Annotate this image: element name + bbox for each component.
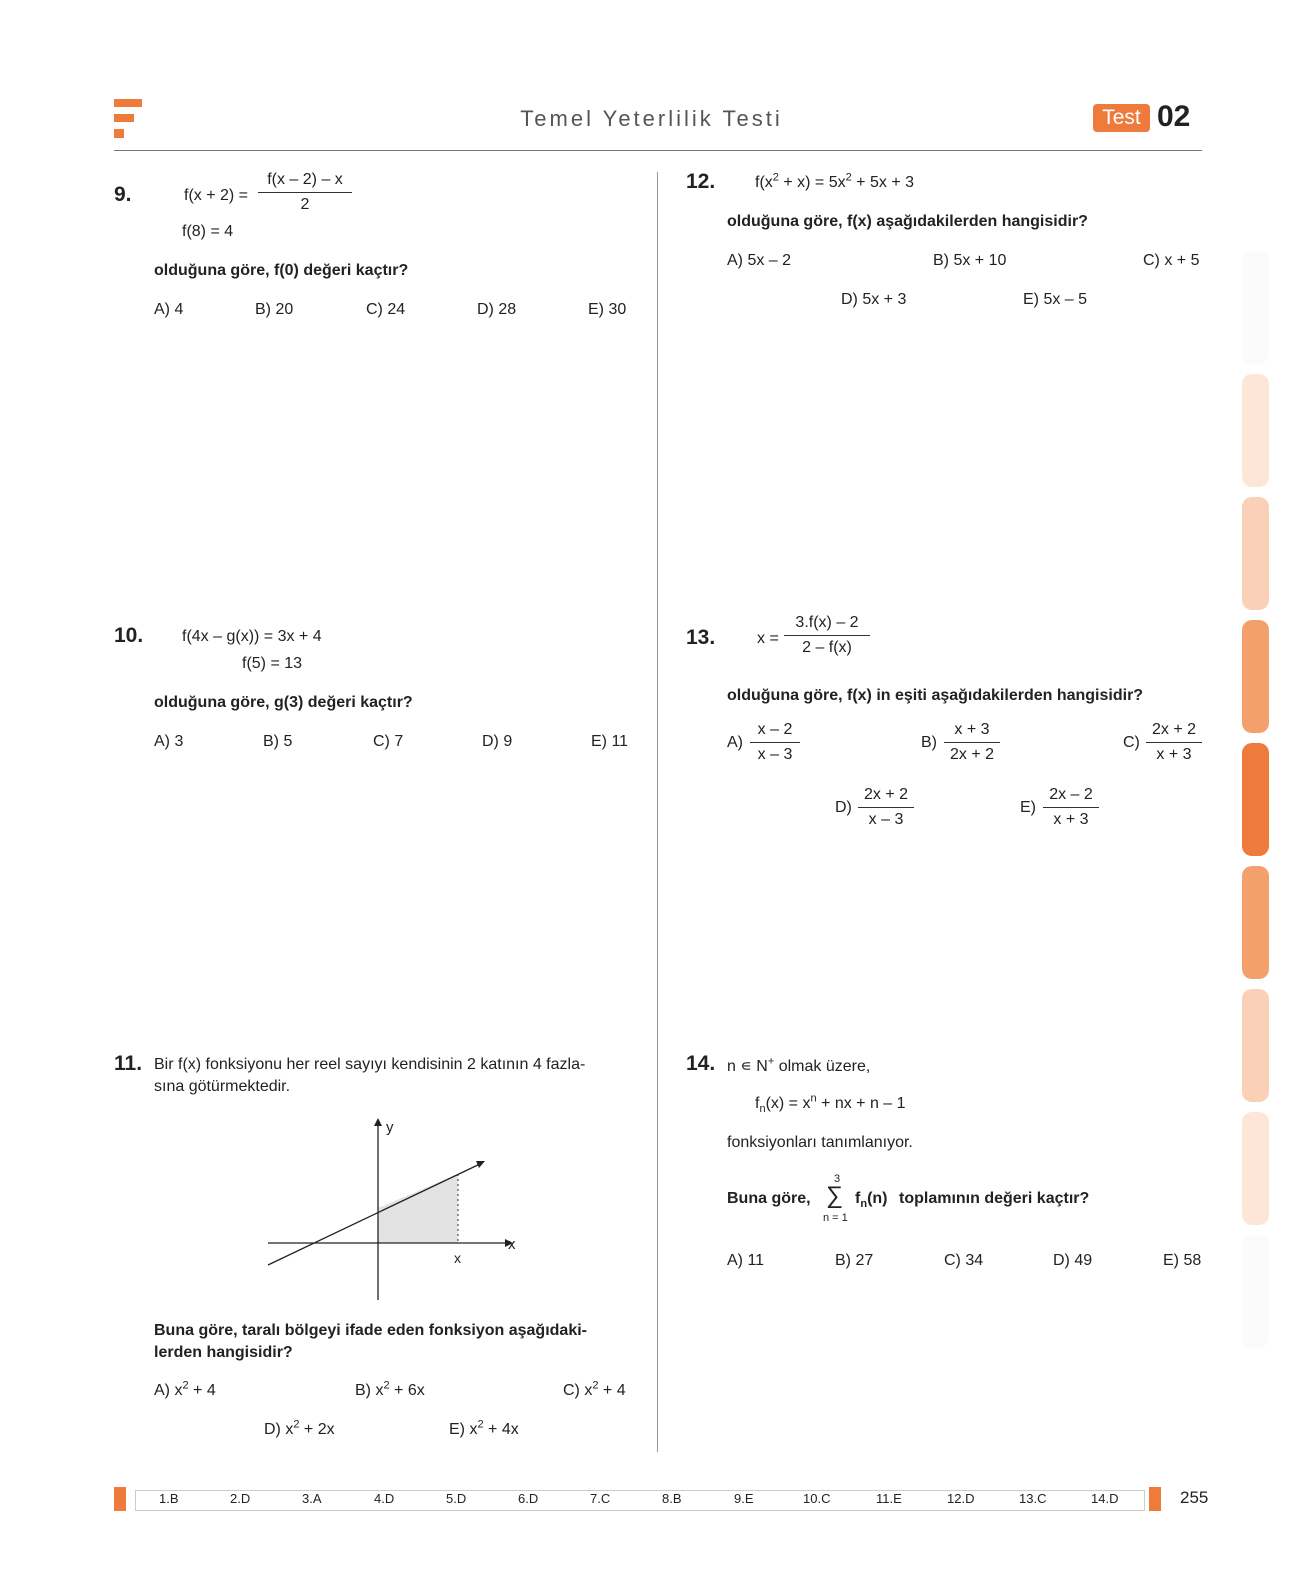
- equation-fraction: [258, 171, 352, 214]
- fraction-numerator: 2x + 2: [1146, 721, 1202, 743]
- fraction-numerator: 2x + 2: [858, 786, 914, 808]
- option-fraction: [858, 786, 914, 829]
- question-prompt: olduğuna göre, f(x) in eşiti aşağıdakilerden hangisidir?: [727, 687, 1144, 704]
- option-exponent: 2: [592, 1379, 599, 1392]
- x-point-label: x: [454, 1250, 461, 1266]
- option-fraction: [944, 721, 1000, 764]
- footer-marker-left: [114, 1487, 126, 1511]
- y-axis-arrow: [374, 1118, 382, 1126]
- question-prompt-line-2: lerden hangisidir?: [154, 1344, 293, 1361]
- sigma-icon: ∑: [826, 1182, 844, 1209]
- fraction-denominator: x + 3: [1053, 811, 1089, 828]
- side-tab-1[interactable]: [1242, 251, 1269, 364]
- fraction-denominator: 2: [300, 196, 310, 213]
- option-exponent: 2: [293, 1418, 300, 1431]
- function-part: + nx + n – 1: [816, 1095, 906, 1112]
- answer-key-item: 5.D: [446, 1491, 467, 1506]
- option-d[interactable]: [264, 1418, 335, 1439]
- option-exponent: 2: [182, 1379, 189, 1392]
- option-label: E): [449, 1421, 465, 1438]
- answer-key-item: 4.D: [374, 1491, 395, 1506]
- option-label: D): [264, 1421, 281, 1438]
- answer-key-item: 2.D: [230, 1491, 251, 1506]
- fraction-numerator: 3.f(x) – 2: [784, 614, 870, 636]
- answer-key-item: 3.A: [302, 1491, 322, 1506]
- option-b[interactable]: B) 20: [255, 301, 294, 318]
- option-base: x: [375, 1382, 384, 1399]
- equation: [755, 171, 914, 192]
- y-axis-label: y: [386, 1119, 394, 1136]
- option-e[interactable]: E) 58: [1163, 1252, 1202, 1269]
- option-fraction: [750, 721, 800, 764]
- equation-fraction: [784, 614, 870, 657]
- question-number: 10.: [114, 624, 144, 647]
- shaded-region: [378, 1174, 458, 1243]
- fraction-numerator: f(x – 2) – x: [258, 171, 352, 193]
- option-label: A): [154, 1382, 170, 1399]
- answer-key-item: 14.D: [1091, 1491, 1119, 1506]
- fraction-denominator: x – 3: [757, 746, 793, 763]
- equation-lhs: x =: [757, 630, 779, 647]
- condition-superscript: +: [767, 1055, 775, 1068]
- definition-text: fonksiyonları tanımlanıyor.: [727, 1134, 913, 1151]
- answer-key-item: 1.B: [159, 1491, 179, 1506]
- equation-exponent: 2: [845, 171, 852, 184]
- side-tab-3[interactable]: [1242, 497, 1269, 610]
- function-superscript: n: [810, 1092, 817, 1105]
- option-label: B): [355, 1382, 371, 1399]
- option-b[interactable]: B) 5: [263, 733, 293, 750]
- option-rest: + 6x: [389, 1382, 425, 1399]
- option-exponent: 2: [477, 1418, 484, 1431]
- side-tab-9[interactable]: [1242, 1235, 1269, 1348]
- side-tab-7[interactable]: [1242, 989, 1269, 1102]
- fraction-denominator: 2 – f(x): [802, 639, 852, 656]
- option-c[interactable]: C) 34: [944, 1252, 984, 1269]
- fraction-numerator: 2x – 2: [1043, 786, 1099, 808]
- test-number: 02: [1157, 100, 1191, 133]
- option-c[interactable]: C) x + 5: [1143, 252, 1200, 269]
- function-graph: [260, 1110, 520, 1310]
- side-tab-2[interactable]: [1242, 374, 1269, 487]
- option-base: x: [285, 1421, 294, 1438]
- fraction-numerator: x + 3: [944, 721, 1000, 743]
- option-d[interactable]: D) 5x + 3: [841, 291, 907, 308]
- answer-key-item: 13.C: [1019, 1491, 1047, 1506]
- option-base: x: [584, 1382, 593, 1399]
- option-e[interactable]: E) 5x – 5: [1023, 291, 1088, 308]
- question-prompt-line-1: Buna göre, taralı bölgeyi ifade eden fonksiyon aşağıdaki-: [154, 1322, 587, 1339]
- option-c[interactable]: C) 7: [373, 733, 404, 750]
- option-label: E): [1020, 799, 1036, 816]
- option-exponent: 2: [383, 1379, 390, 1392]
- side-tab-6[interactable]: [1242, 866, 1269, 979]
- option-d[interactable]: D) 28: [477, 301, 517, 318]
- option-fraction: [1146, 721, 1202, 764]
- footer-marker-right: [1149, 1487, 1161, 1511]
- page-title: Temel Yeterlilik Testi: [520, 106, 783, 131]
- option-c[interactable]: [563, 1379, 626, 1400]
- fraction-denominator: 2x + 2: [949, 746, 995, 763]
- question-prompt: olduğuna göre, f(0) değeri kaçtır?: [154, 262, 409, 279]
- header-rule: [114, 150, 1202, 151]
- answer-key-item: 11.E: [876, 1491, 902, 1506]
- prompt-tail: toplamının değeri kaçtır?: [899, 1190, 1090, 1207]
- equation-part: + 5x + 3: [851, 174, 914, 191]
- option-b[interactable]: B) 27: [835, 1252, 874, 1269]
- function-definition: [755, 1092, 906, 1116]
- column-divider: [657, 172, 658, 1452]
- option-c[interactable]: C) 24: [366, 301, 406, 318]
- option-a[interactable]: A) 5x – 2: [727, 252, 792, 269]
- equation-exponent: 2: [772, 171, 779, 184]
- option-rest: + 2x: [299, 1421, 335, 1438]
- option-a[interactable]: A) 4: [154, 301, 184, 318]
- question-number: 11.: [114, 1052, 143, 1075]
- fraction-denominator: x – 3: [868, 811, 904, 828]
- question-text-line-1: Bir f(x) fonksiyonu her reel sayıyı kendisinin 2 katının 4 fazla-: [154, 1056, 586, 1073]
- option-label: D): [835, 799, 852, 816]
- side-tab-5[interactable]: [1242, 743, 1269, 856]
- fraction-numerator: x – 2: [750, 721, 800, 743]
- function-part: (x) = x: [765, 1095, 811, 1112]
- option-label: C): [563, 1382, 580, 1399]
- question-number: 9.: [114, 183, 132, 206]
- fraction-denominator: x + 3: [1156, 746, 1192, 763]
- x-axis-label: x: [508, 1236, 516, 1253]
- option-d[interactable]: D) 9: [482, 733, 513, 750]
- equation-lhs: f(x + 2) =: [184, 187, 249, 204]
- side-tab-4[interactable]: [1242, 620, 1269, 733]
- question-number: 12.: [686, 170, 716, 193]
- equation-line-2: f(5) = 13: [242, 655, 303, 672]
- function-part: f: [755, 1095, 760, 1112]
- answer-key-strip: [135, 1490, 1145, 1511]
- equation-line-1: f(4x – g(x)) = 3x + 4: [182, 628, 322, 645]
- equation-part: f(x: [755, 174, 773, 191]
- option-fraction: [1043, 786, 1099, 829]
- option-d[interactable]: D) 49: [1053, 1252, 1093, 1269]
- answer-key-item: 6.D: [518, 1491, 539, 1506]
- question-prompt: olduğuna göre, f(x) aşağıdakilerden hangisidir?: [727, 213, 1088, 230]
- question-text-line-2: sına götürmektedir.: [154, 1078, 291, 1095]
- answer-key-item: 8.B: [662, 1491, 682, 1506]
- condition-part: olmak üzere,: [774, 1058, 871, 1075]
- option-rest: + 4: [598, 1382, 626, 1399]
- option-base: x: [174, 1382, 183, 1399]
- page-number: 255: [1180, 1488, 1209, 1507]
- sum-subscript: n: [860, 1198, 868, 1211]
- function-subscript: n: [759, 1103, 766, 1116]
- option-e[interactable]: E) 30: [588, 301, 627, 318]
- side-tab-8[interactable]: [1242, 1112, 1269, 1225]
- option-a[interactable]: A) 3: [154, 733, 184, 750]
- option-b[interactable]: [355, 1379, 425, 1400]
- option-label: B): [921, 734, 937, 751]
- option-base: x: [469, 1421, 478, 1438]
- question-number: 13.: [686, 626, 716, 649]
- condition: [727, 1056, 870, 1076]
- equation-part: + x) = 5x: [778, 174, 846, 191]
- condition-part: n ∊ N: [727, 1058, 768, 1075]
- answer-key-item: 10.C: [803, 1491, 831, 1506]
- sigma-top: 3: [834, 1173, 841, 1185]
- option-b[interactable]: B) 5x + 10: [933, 252, 1007, 269]
- sum-argument: (n): [867, 1190, 888, 1207]
- answer-key-item: 7.C: [590, 1491, 611, 1506]
- sigma-bottom: n = 1: [823, 1212, 848, 1224]
- option-label: C): [1123, 734, 1140, 751]
- option-rest: + 4: [188, 1382, 216, 1399]
- option-e[interactable]: E) 11: [591, 733, 629, 750]
- prompt-lead: Buna göre,: [727, 1190, 811, 1207]
- question-prompt: olduğuna göre, g(3) değeri kaçtır?: [154, 694, 413, 711]
- sum-function: f: [855, 1190, 861, 1207]
- condition: f(8) = 4: [182, 223, 234, 240]
- option-rest: + 4x: [483, 1421, 519, 1438]
- sum-term: [855, 1190, 888, 1211]
- option-label: A): [727, 734, 743, 751]
- option-a[interactable]: [154, 1379, 216, 1400]
- test-badge: Test: [1093, 104, 1150, 132]
- answer-key-item: 9.E: [734, 1491, 754, 1506]
- option-a[interactable]: A) 11: [727, 1252, 765, 1269]
- question-number: 14.: [686, 1052, 716, 1075]
- answer-key-item: 12.D: [947, 1491, 975, 1506]
- option-e[interactable]: [449, 1418, 519, 1439]
